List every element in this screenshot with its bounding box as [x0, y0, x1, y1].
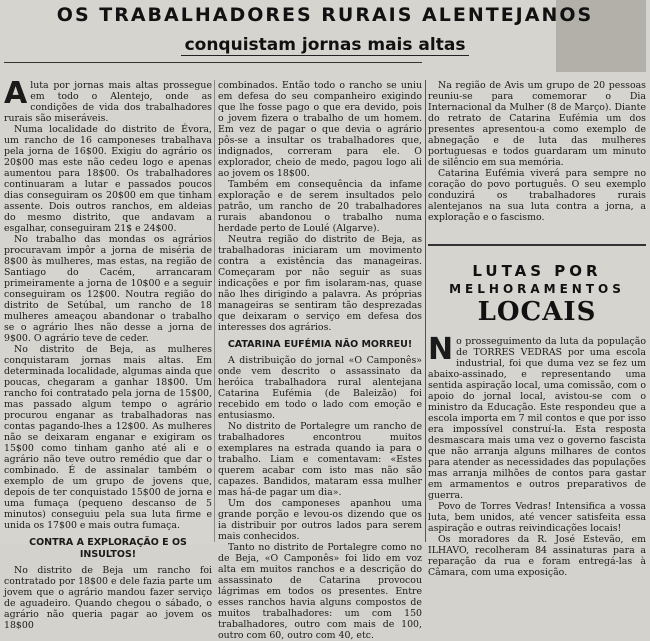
box-article — [428, 332, 647, 578]
paragraph: luta por jornas mais altas prossegue em todo o Alentejo, onde as condições de vida dos trabalhadores rurais são miseráveis. — [4, 80, 212, 124]
paragraph: No distrito de Portalegre um rancho de trabalhadores encontrou muitos exemplares na estrada quando ia para o trabalho. Liam e comentavam: «Estes querem acabar com isto mas não são capazes. Bandidos, mataram essa mulher mas há-de pagar um dia». — [218, 421, 422, 498]
paragraph: combinados. Então todo o rancho se uniu em defesa do seu companheiro exigindo que lhe fosse pago o que era devido, pois o jovem fizera o trabalho de um homem. Em vez de pagar o que devia o agrário pôs-se a insultar os trabalhadores que, indignados, correram para ele. O explorador, cheio de medo, pagou logo ali ao jovem os 18$00. — [218, 80, 422, 179]
paragraph: Um dos camponeses apanhou uma grande porção e levou-os dizendo que os ia distribuir por outros lados para serem mais conhecidos. — [218, 498, 422, 542]
box-rule-top — [428, 244, 646, 246]
headline-rule — [4, 62, 422, 63]
section-subheading: CONTRA A EXPLORAÇÃO E OS INSULTOS! — [29, 537, 187, 560]
paragraph: Os moradores da R. José Estevão, em ILHAVO, recolheram 84 assinaturas para a reparação da rua e foram entregá-las à Câmara, com uma exposição. — [428, 534, 646, 578]
paragraph: Catarina Eufémia viverá para sempre no coração do povo português. O seu exemplo conduzirá os trabalhadores rurais alentejanos na sua luta contra a jorna, a exploração e o fascismo. — [428, 168, 646, 223]
headline: OS TRABALHADORES RURAIS ALENTEJANOS — [56, 4, 594, 26]
subheadline-text: conquistam jornas mais altas — [181, 35, 470, 56]
paragraph: Tanto no distrito de Portalegre como no de Beja, «O Camponês» foi lido em voz alta em muitos ranchos e a descrição do assassinato de Catarina provocou lágrimas em todos os presentes. Entre esses ranchos havia alguns compostos de muitos trabalhadores: um com 150 trabalhadores, outro com mais de 100, outro com 60, outro com 40, etc. — [218, 542, 422, 641]
column-divider — [214, 80, 215, 542]
paragraph: Neutra região do distrito de Beja, as trabalhadoras iniciaram um movimento contra a existência das manageiras. Começaram por não seguir as suas indicações e por fim isolaram-nas, quase não lhes dirigindo a palavra. As próprias manageiras se sentiram tão desprezadas que deixaram o serviço em defesa dos interesses dos agrários. — [218, 234, 422, 333]
box-title-line2: MELHORAMENTOS — [449, 282, 625, 296]
paragraph: No distrito de Beja um rancho foi contratado por 18$00 e dele fazia parte um jovem que o agrário mandou fazer serviço de aguadeiro. Quando chegou o sábado, o agrário não queria pagar ao jovem os 18$00 — [4, 565, 212, 631]
paragraph: Numa localidade do distrito de Évora, um rancho de 16 camponeses trabalhava pela jorna de 16$00. Exigiu do agrário os 20$00 mas este não cedeu logo e apenas aumentou para 18$00. Os trabalhadores continuaram a lutar e passados poucos dias conseguiram os 20$00 em que tinham assente. Dois outros ranchos, em aldeias do mesmo distrito, que andavam a esgalhar, conseguiram 21$ e 24$00. — [4, 124, 212, 234]
article-column-3 — [428, 80, 646, 234]
section-subheading: CATARINA EUFÉMIA NÃO MORREU! — [227, 339, 413, 350]
dropcap: A — [4, 76, 28, 111]
column-divider-right — [425, 80, 426, 542]
box-title-line3: LOCAIS — [477, 297, 597, 327]
article-column-1 — [4, 76, 212, 631]
paragraph: Povo de Torres Vedras! Intensifica a vossa luta, bem unidos, até vencer satisfeita essa aspiração e outras reivindicações locais! — [428, 501, 646, 534]
article-column-2 — [218, 80, 422, 641]
dropcap: N — [428, 332, 454, 367]
paragraph: A distribuição do jornal «O Camponês» onde vem descrito o assassinato da heróica trabalhadora rural alentejana Catarina Eufémia (de Baleizão) foi recebido em todo o lado com emoção e entusiasmo. — [218, 355, 422, 421]
paragraph: Também em consequência da infame exploração e de serem insultados pelo patrão, um rancho de 20 trabalhadores rurais abandonou o trabalho numa herdade perto de Loulé (Algarve). — [218, 179, 422, 234]
paragraph: No distrito de Beja, as mulheres conquistaram jornas mais altas. Em determinada localidade, algumas ainda que poucas, chegaram a ganhar 18$00. Um rancho foi contratado pela jorna de 15$00, mas passado algum tempo o agrário procurou enganar as trabalhadoras nas contas pagando-lhes a 12$00. As mulheres não se deixaram enganar e exigiram os 15$00 como tinham ganho até ali e o agrário não teve outro remédio que dar o combinado. É de assinalar também o exemplo de um grupo de jovens que, depois de ter conquistado 15$00 de jorna e uma fumaça (pequeno descanso de 5 minutos) conseguiu pela sua luta firme e unida os 17$00 e mais outra fumaça. — [4, 344, 212, 531]
subheadline — [0, 35, 650, 55]
box-title-line1: LUTAS POR — [472, 262, 602, 280]
paragraph: o prosseguimento da luta da população de TORRES VEDRAS por uma escola industrial, foi que duma vez se fez um abaixo-assinado, e representando uma sentida aspiração local, uma comissão, com o apoio do jornal local, avistou-se com o ministro da Educação. Este respondeu que a escola importa em 7 mil contos e que por isso era impossível construí-la. Esta resposta desmascara mais uma vez o governo fascista que não arranja alguns milhares de contos para atender as necessidades das populações mas arranja milhões de contos para gastar em armamentos e outros preparativos de guerra. — [428, 336, 647, 501]
paragraph: Na região de Avis um grupo de 20 pessoas reuniu-se para comemorar o Dia Internacional da Mulher (8 de Março). Diante do retrato de Catarina Eufémia um dos presentes apresentou-a como exemplo de abnegação e de luta das mulheres portuguesas e todos guardaram um minuto de silêncio em sua memória. — [428, 80, 646, 168]
paragraph: No trabalho das mondas os agrários procuravam impôr a jorna de miséria de 8$00 às mulheres, mas estas, na região de Santiago do Cacém, arrancaram primeiramente a jorna de 10$00 e a seguir conseguiram os 12$00. Noutra região do distrito de Setúbal, um rancho de 18 mulheres ameaçou abandonar o trabalho se o agrário lhes não desse a jorna de 9$00. O agrário teve de ceder. — [4, 234, 212, 344]
